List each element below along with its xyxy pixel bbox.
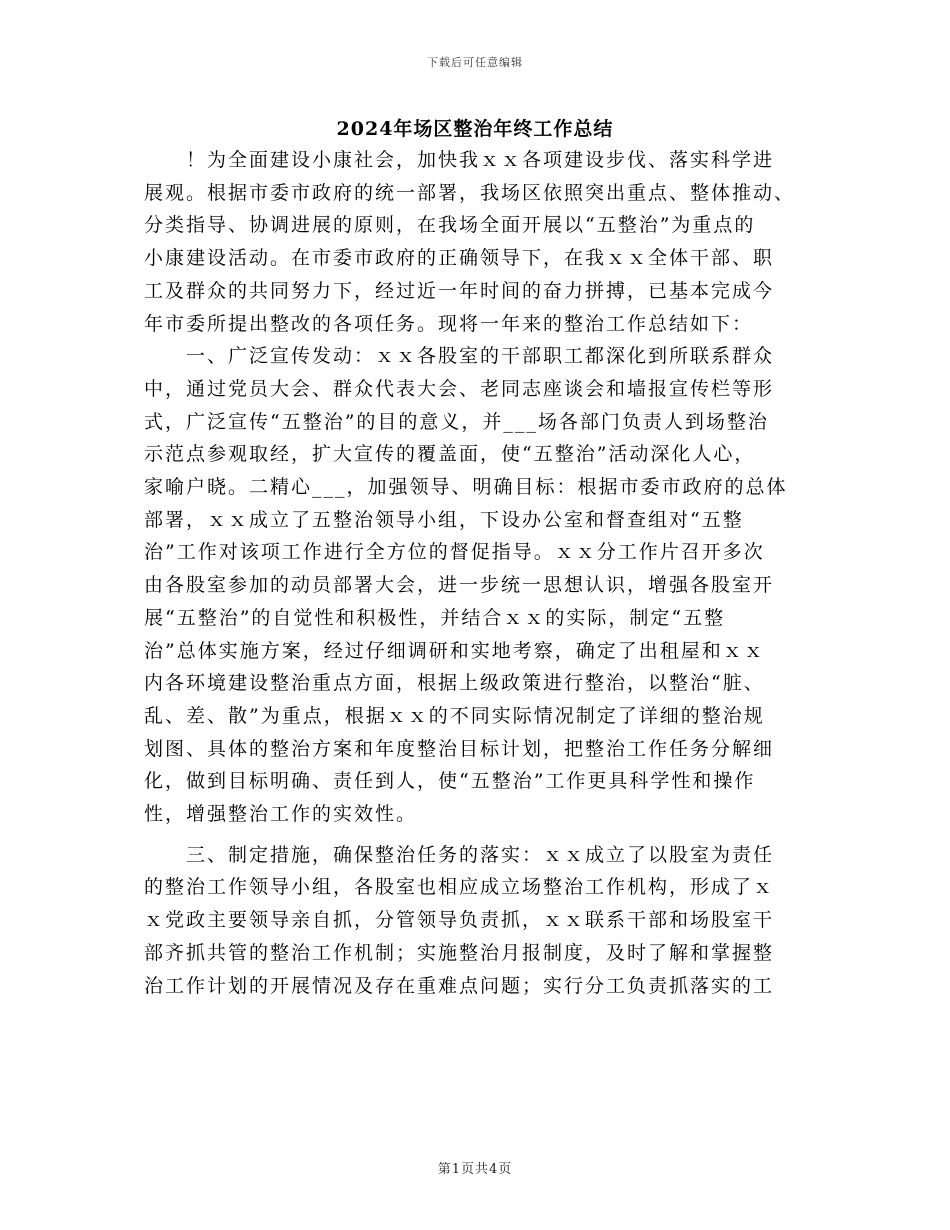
body-line: 的整治工作领导小组，各股室也相应成立场整治工作机构，形成了ｘ — [144, 876, 775, 899]
body-line: 性，增强整治工作的实效性。 — [144, 803, 418, 826]
page-header-note: 下载后可任意编辑 — [427, 56, 523, 69]
body-line: ｘ党政主要领导亲自抓，分管领导负责抓，ｘｘ联系干部和场股室干 — [144, 909, 775, 932]
body-line: 工及群众的共同努力下，经过近一年时间的奋力拼搏，已基本完成今 — [144, 279, 775, 302]
body-line: 治工作计划的开展情况及存在重难点问题；实行分工负责抓落实的工 — [144, 974, 775, 997]
body-line: 示范点参观取经，扩大宣传的覆盖面，使“五整治”活动深化人心， — [144, 443, 756, 466]
body-line: 治”工作对该项工作进行全方位的督促指导。ｘｘ分工作片召开多次 — [144, 541, 765, 564]
body-line: 年市委所提出整改的各项任务。现将一年来的整治工作总结如下： — [144, 312, 754, 335]
body-line: 中，通过党员大会、群众代表大会、老同志座谈会和墙报宣传栏等形 — [144, 377, 775, 400]
body-line: 展“五整治”的自觉性和积极性，并结合ｘｘ的实际，制定“五整 — [144, 606, 726, 629]
body-line: 内各环境建设整治重点方面，根据上级政策进行整治，以整治“脏、 — [144, 672, 765, 695]
body-line: 乱、差、散”为重点，根据ｘｘ的不同实际情况制定了详细的整治规 — [144, 704, 765, 727]
body-line: 部署，ｘｘ成立了五整治领导小组，下设办公室和督查组对“五整 — [144, 508, 744, 531]
body-line: ！为全面建设小康社会，加快我ｘｘ各项建设步伐、落实科学进 — [144, 149, 775, 171]
body-line: 式，广泛宣传“五整治”的目的意义，并___场各部门负责人到场整治 — [144, 410, 769, 433]
document-body — [144, 144, 810, 1002]
body-line: 分类指导、协调进展的原则，在我场全面开展以“五整治”为重点的 — [144, 214, 756, 237]
body-line: 部齐抓共管的整治工作机制；实施整治月报制度，及时了解和掌握整 — [144, 941, 775, 964]
body-line: 一、广泛宣传发动：ｘｘ各股室的干部职工都深化到所联系群众 — [144, 345, 775, 368]
body-line: 三、制定措施，确保整治任务的落实：ｘｘ成立了以股室为责任 — [144, 843, 775, 866]
body-line: 划图、具体的整治方案和年度整治目标计划，把整治工作任务分解细 — [144, 737, 775, 760]
body-line: 展观。根据市委市政府的统一部署，我场区依照突出重点、整体推动、 — [144, 181, 796, 204]
body-line: 由各股室参加的动员部署大会，进一步统一思想认识，增强各股室开 — [144, 574, 775, 597]
body-line: 小康建设活动。在市委市政府的正确领导下，在我ｘｘ全体干部、职 — [144, 247, 775, 270]
document-title: 2024年场区整治年终工作总结 — [336, 118, 614, 140]
body-line: 家喻户晓。二精心___，加强领导、明确目标：根据市委市政府的总体 — [144, 476, 788, 499]
paragraph-gap — [144, 831, 810, 839]
body-line: 化，做到目标明确、责任到人，使“五整治”工作更具科学性和操作 — [144, 770, 756, 793]
body-line: 治”总体实施方案，经过仔细调研和实地考察，确定了出租屋和ｘｘ — [144, 639, 765, 662]
page-number-footer: 第1页共4页 — [437, 1162, 513, 1177]
